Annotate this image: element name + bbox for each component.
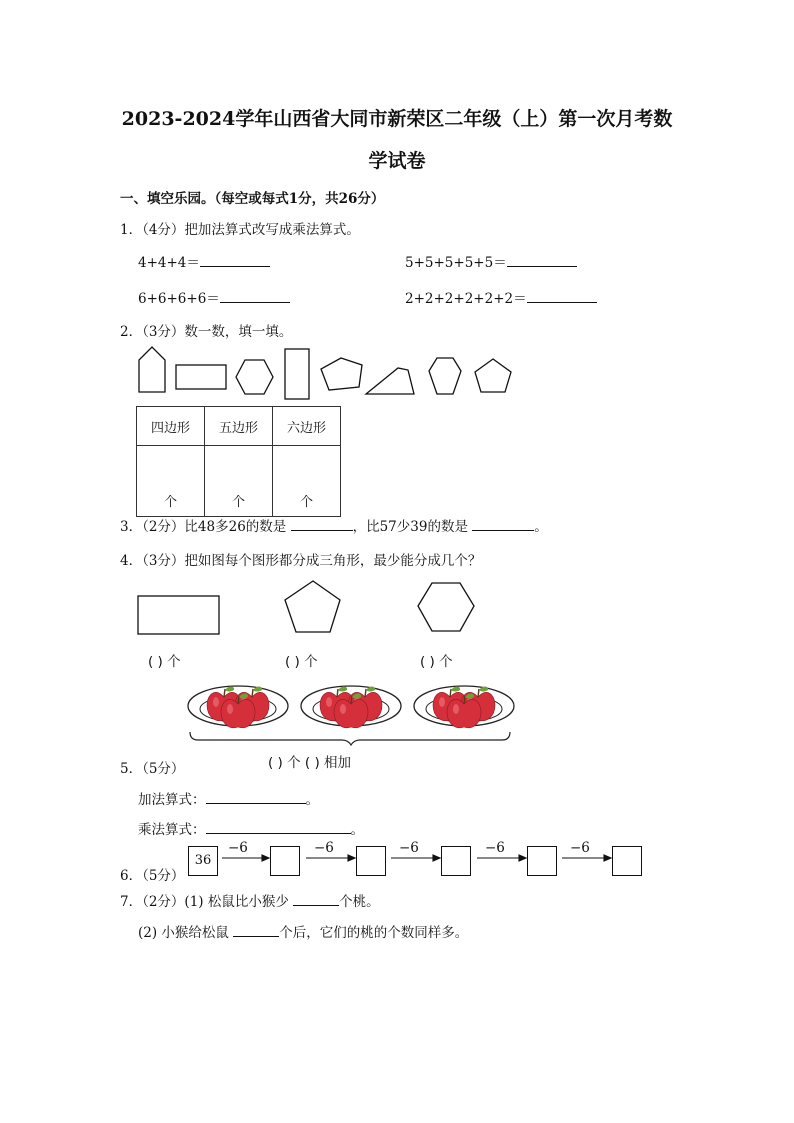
- pentagon-shape-2: [475, 359, 511, 392]
- hexagon-shape: [418, 583, 474, 631]
- q4-answer-2[interactable]: ( ) 个: [285, 654, 318, 670]
- answer-cell[interactable]: 个: [137, 446, 205, 517]
- apple-plate: [188, 686, 288, 728]
- step-label: −6: [485, 840, 505, 856]
- answer-blank[interactable]: [206, 821, 351, 834]
- answer-blank[interactable]: [233, 924, 279, 937]
- header-pentagon: 五边形: [205, 407, 273, 446]
- apple-plate: [414, 686, 514, 728]
- apple-plates-figure: [186, 676, 516, 746]
- q3-line: 3．（2分）比48多26的数是 ，比57少39的数是 。: [120, 519, 548, 535]
- answer-blank[interactable]: [220, 290, 290, 303]
- answer-blank[interactable]: [527, 290, 597, 303]
- q1-item-4: 2+2+2+2+2+2＝: [405, 287, 597, 307]
- q1-item-1: 4+4+4＝: [138, 251, 270, 271]
- q4-answer-3[interactable]: ( ) 个: [420, 654, 453, 670]
- q5-stem: 5．（5分）: [120, 761, 185, 777]
- q4-answer-1[interactable]: ( ) 个: [148, 654, 181, 670]
- step-label: −6: [570, 840, 590, 856]
- hexagon-shape: [236, 360, 273, 394]
- q1-item-3: 6+6+6+6＝: [138, 287, 290, 307]
- q6-stem: 6．（5分）: [120, 868, 185, 884]
- q4-shapes-figure: [130, 578, 490, 638]
- step-label: −6: [314, 840, 334, 856]
- answer-blank[interactable]: [291, 518, 353, 531]
- q6-arrows: [0, 850, 700, 870]
- pentagon-shape: [321, 358, 362, 390]
- q2-stem: 2．（3分）数一数，填一填。: [120, 324, 293, 340]
- q5-caption[interactable]: ( ) 个 ( ) 相加: [268, 755, 352, 771]
- answer-cell[interactable]: 个: [273, 446, 341, 517]
- house-pentagon-shape: [139, 347, 165, 392]
- hexagon-shape-2: [429, 358, 461, 394]
- page-title-line2: 学试卷: [368, 150, 426, 172]
- answer-blank[interactable]: [507, 254, 577, 267]
- header-quadrilateral: 四边形: [137, 407, 205, 446]
- q1-item-2: 5+5+5+5+5＝: [405, 251, 577, 271]
- step-label: −6: [399, 840, 419, 856]
- q5-addition-line: 加法算式： 。: [138, 792, 319, 808]
- q4-stem: 4．（3分）把如图每个图形都分成三角形，最少能分成几个？: [120, 553, 482, 569]
- q7-part2: (2) 小猴给松鼠 个后，它们的桃的个数同样多。: [138, 925, 469, 941]
- pentagon-shape: [285, 581, 340, 632]
- brace: [190, 732, 510, 745]
- q2-count-table: [136, 406, 341, 517]
- quadrilateral-shape: [366, 368, 414, 394]
- answer-cell[interactable]: 个: [205, 446, 273, 517]
- answer-blank[interactable]: [293, 893, 339, 906]
- answer-blank[interactable]: [206, 791, 306, 804]
- section-heading: 一、填空乐园。（每空或每式1分，共26分）: [120, 191, 385, 207]
- q5-multiplication-line: 乘法算式： 。: [138, 822, 364, 838]
- answer-blank[interactable]: [200, 254, 270, 267]
- q1-stem: 1．（4分）把加法算式改写成乘法算式。: [120, 222, 360, 238]
- rectangle-shape: [176, 365, 226, 389]
- q7-part1: 7．（2分）(1) 松鼠比小猴少 个桃。: [120, 894, 380, 910]
- page-title-line1: 2023-2024学年山西省大同市新荣区二年级（上）第一次月考数: [121, 108, 673, 130]
- apple-plate: [301, 686, 401, 728]
- header-hexagon: 六边形: [273, 407, 341, 446]
- step-label: −6: [228, 840, 248, 856]
- q2-shapes-figure: [130, 344, 530, 402]
- start-box: 36: [188, 846, 218, 876]
- answer-blank[interactable]: [472, 518, 534, 531]
- tall-rectangle-shape: [285, 349, 309, 399]
- rectangle-shape: [138, 596, 219, 634]
